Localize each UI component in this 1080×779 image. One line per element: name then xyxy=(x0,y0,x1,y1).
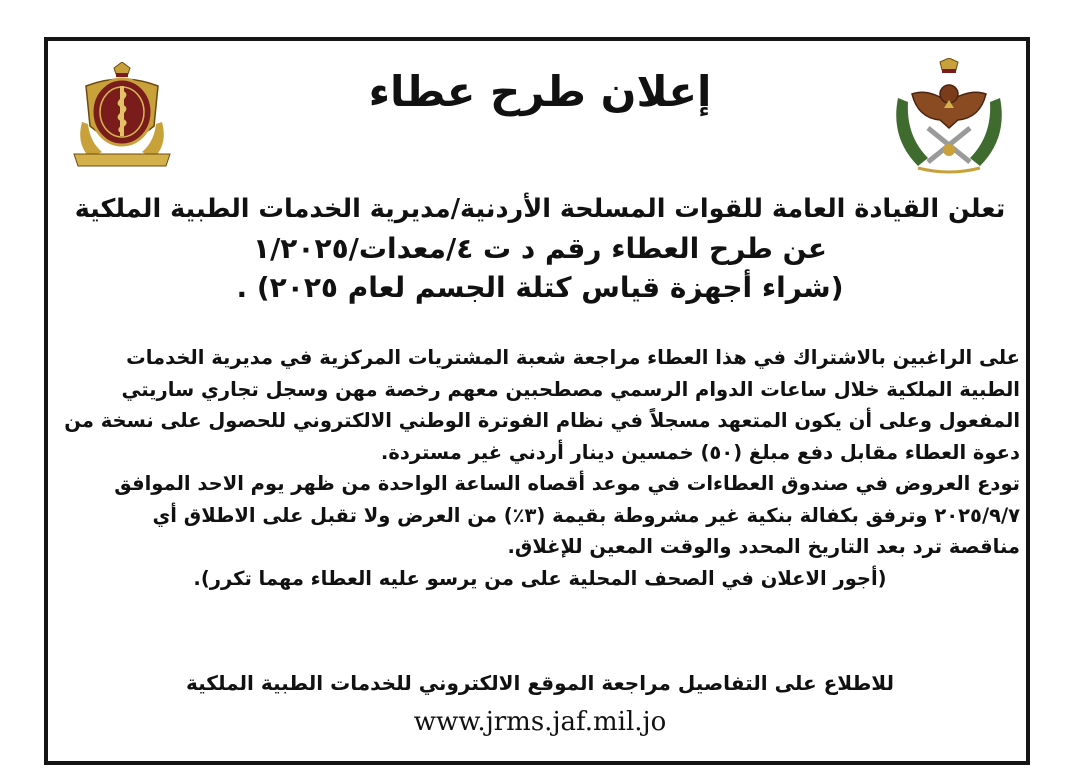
body-line: مناقصة ترد بعد التاريخ المحدد والوقت المعين للإغلاق. xyxy=(507,535,1020,558)
announcement-intro xyxy=(70,190,1010,307)
announcement-title: إعلان طرح عطاء xyxy=(368,67,712,116)
announcement-body xyxy=(60,342,1020,594)
footer-text: للاطلاع على التفاصيل مراجعة الموقع الالكتروني للخدمات الطبية الملكية xyxy=(186,671,894,695)
body-line: المفعول وعلى أن يكون المتعهد مسجلاً في نظام الفوترة الوطني الالكتروني للحصول على نسخة من xyxy=(64,409,1020,432)
intro-line: (شراء أجهزة قياس كتلة الجسم لعام ٢٠٢٥) . xyxy=(236,271,844,304)
royal-medical-services-emblem-icon xyxy=(72,62,172,172)
body-line: الطبية الملكية خلال ساعات الدوام الرسمي مصطحبين معهم رخصة مهن وسجل تجاري ساريتي xyxy=(121,377,1020,401)
jordan-armed-forces-eagle-emblem-icon xyxy=(888,58,1010,176)
fees-note: (أجور الاعلان في الصحف المحلية على من يرسو عليه العطاء مهما تكرر). xyxy=(193,566,887,590)
intro-line: تعلن القيادة العامة للقوات المسلحة الأردنية/مديرية الخدمات الطبية الملكية xyxy=(74,194,1006,224)
website-link[interactable]: www.jrms.jaf.mil.jo xyxy=(413,707,667,737)
body-line: ٢٠٢٥/٩/٧ وترفق بكفالة بنكية غير مشروطة بقيمة (٣٪) من العرض ولا تقبل على الاطلاق أي xyxy=(152,503,1020,527)
body-line: على الراغبين بالاشتراك في هذا العطاء مراجعة شعبة المشتريات المركزية في مديرية الخدمات xyxy=(126,346,1020,369)
intro-line: عن طرح العطاء رقم د ت ٤/معدات/١/٢٠٢٥ xyxy=(252,232,827,265)
body-line: دعوة العطاء مقابل دفع مبلغ (٥٠) خمسين دينار أردني غير مستردة. xyxy=(380,440,1020,464)
body-line: تودع العروض في صندوق العطاءات في موعد أقصاه الساعة الواحدة من ظهر يوم الاحد الموافق xyxy=(114,472,1020,495)
